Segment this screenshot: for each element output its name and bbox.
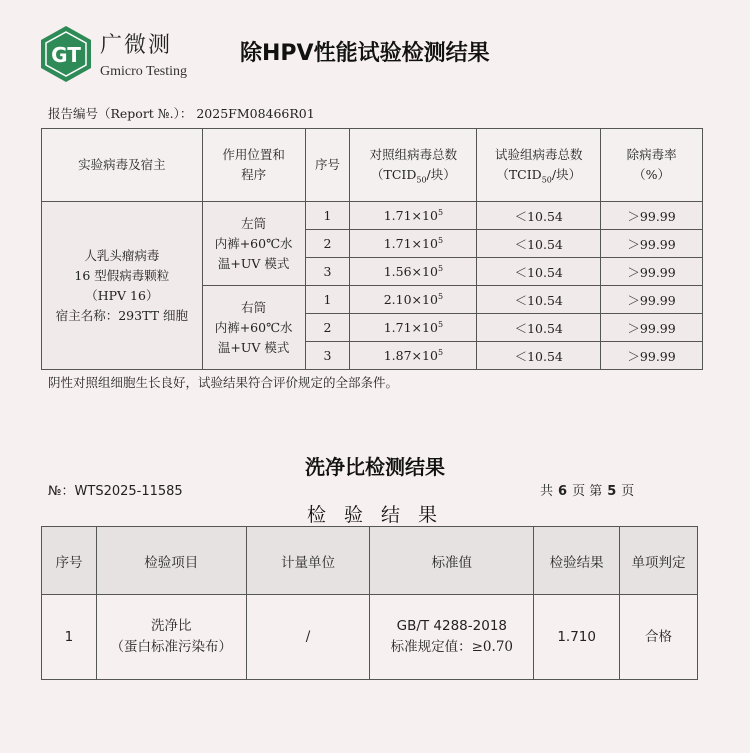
header-standard: 标准值 <box>370 527 534 595</box>
table-header-row <box>42 527 698 595</box>
gt-hexagon-logo-icon <box>38 24 94 84</box>
header-location: 作用位置和 程序 <box>202 129 305 202</box>
table-header-row <box>42 129 703 202</box>
table-row: 2 $1.71\times 10^5$ ＜10.54 ＞99.99 <box>42 230 703 258</box>
company-logo <box>38 24 198 88</box>
header-seq: 序号 <box>42 527 97 595</box>
table-row: 右筒 内裤+60℃水 温+UV 模式 1 $2.10\times 10^5$ ＜10.54 ＞99.99 <box>42 286 703 314</box>
table-row: 1 洗净比 （蛋白标准污染布） / GB/T 4288-2018 标准规定值：≥0.70 1.710 合格 <box>42 595 698 680</box>
logo-mark: GT <box>51 43 81 67</box>
washing-ratio-table <box>41 526 698 680</box>
header-result: 检验结果 <box>534 527 620 595</box>
table-row: 3 $1.87\times 10^5$ ＜10.54 ＞99.99 <box>42 342 703 370</box>
location-left: 左筒 内裤+60℃水 温+UV 模式 <box>202 202 305 286</box>
standard-cell: GB/T 4288-2018 标准规定值：≥0.70 <box>370 595 534 680</box>
header-seq: 序号 <box>305 129 350 202</box>
header-unit: 计量单位 <box>246 527 370 595</box>
table-row: 2 $1.71\times 10^5$ ＜10.54 ＞99.99 <box>42 314 703 342</box>
table-row: 人乳头瘤病毒 16 型假病毒颗粒 （HPV 16） 宿主名称：293TT 细胞 左筒 内裤+60℃水 温+UV 模式 1 $1.71\times 10^5$ ＜10.54 ＞99.99 <box>42 202 703 230</box>
header-item: 检验项目 <box>96 527 246 595</box>
item-cell: 洗净比 （蛋白标准污染布） <box>96 595 246 680</box>
hpv-results-table <box>41 128 703 370</box>
header-virus-host: 实验病毒及宿主 <box>42 129 203 202</box>
header-control-count: 对照组病毒总数 （$TCID_{50}/$块） <box>350 129 477 202</box>
header-removal-rate: 除病毒率 （%） <box>601 129 703 202</box>
table-row: 3 $1.56\times 10^5$ ＜10.54 ＞99.99 <box>42 258 703 286</box>
document-number: №：WTS2025-11585 <box>48 484 183 499</box>
page-indicator: 共 6 页 第 5 页 <box>540 484 635 499</box>
negative-control-note: 阴性对照组细胞生长良好，试验结果符合评价规定的全部条件。 <box>48 375 399 390</box>
page-title: 除HPV性能试验检测结果 <box>240 41 490 66</box>
location-right: 右筒 内裤+60℃水 温+UV 模式 <box>202 286 305 370</box>
header-test-count: 试验组病毒总数 （$TCID_{50}/$块） <box>477 129 601 202</box>
logo-english-name: Gmicro Testing <box>100 64 188 79</box>
results-subtitle: 检 验 结 果 <box>306 504 444 526</box>
section-title: 洗净比检测结果 <box>305 455 445 479</box>
virus-host-cell: 人乳头瘤病毒 16 型假病毒颗粒 （HPV 16） 宿主名称：293TT 细胞 <box>42 202 203 370</box>
header-verdict: 单项判定 <box>620 527 698 595</box>
report-number: 报告编号（Report №.）： 2025FM08466R01 <box>48 106 315 121</box>
logo-chinese-name: 广微测 <box>100 33 173 58</box>
